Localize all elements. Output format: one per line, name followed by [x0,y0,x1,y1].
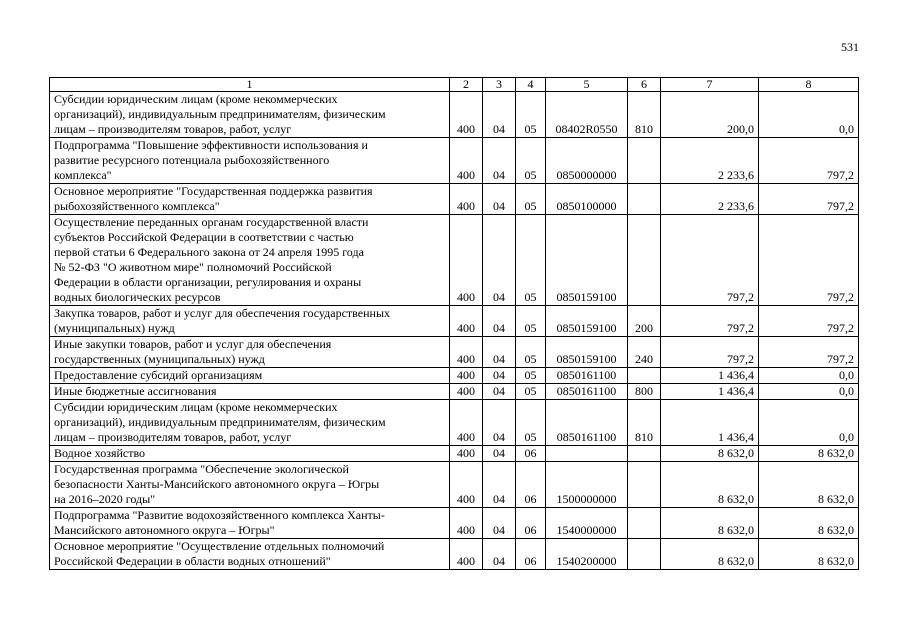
cell-c5: 08402R0550 [546,92,628,138]
header-cell: 6 [628,78,661,92]
row-name-line: Иные бюджетные ассигнования [54,384,217,398]
cell-c2: 400 [450,508,483,539]
table-row [50,539,859,570]
row-name-cell [50,400,450,446]
header-cell: 8 [759,78,859,92]
cell-c4: 06 [516,446,546,462]
cell-c7: 8 632,0 [661,539,759,570]
cell-c2: 400 [450,92,483,138]
cell-c7: 8 632,0 [661,446,759,462]
cell-c8: 797,2 [759,184,859,215]
cell-c6: 800 [628,384,661,400]
row-name-line: развитие ресурсного потенциала рыбохозяйственного [54,153,330,167]
cell-c2: 400 [450,138,483,184]
cell-c8: 797,2 [759,215,859,306]
row-name-line: Мансийского автономного округа – Югры" [54,523,275,537]
row-name-line: (муниципальных) нужд [54,321,175,335]
table-row [50,215,859,306]
cell-c6 [628,508,661,539]
row-name-cell [50,462,450,508]
row-name-cell [50,306,450,337]
cell-c7: 8 632,0 [661,508,759,539]
table-row [50,184,859,215]
cell-c4: 06 [516,539,546,570]
table-row [50,306,859,337]
row-name-line: Подпрограмма "Повышение эффективности использования и [54,138,368,152]
cell-c4: 05 [516,184,546,215]
cell-c2: 400 [450,368,483,384]
table-row [50,368,859,384]
cell-c2: 400 [450,446,483,462]
row-name-line: Иные закупки товаров, работ и услуг для обеспечения [54,337,332,351]
row-name-cell [50,446,450,462]
cell-c3: 04 [483,539,516,570]
row-name-line: Закупка товаров, работ и услуг для обеспечения государственных [54,306,391,320]
cell-c3: 04 [483,138,516,184]
row-name-cell [50,92,450,138]
cell-c3: 04 [483,384,516,400]
cell-c4: 06 [516,508,546,539]
row-name-line: Предоставление субсидий организациям [54,368,263,382]
cell-c2: 400 [450,462,483,508]
cell-c8: 0,0 [759,384,859,400]
header-cell: 4 [516,78,546,92]
budget-table [49,77,859,570]
cell-c8: 0,0 [759,92,859,138]
cell-c3: 04 [483,92,516,138]
row-name-line: Подпрограмма "Развитие водохозяйственного комплекса Ханты- [54,508,385,522]
cell-c5: 0850159100 [546,306,628,337]
cell-c3: 04 [483,306,516,337]
row-name-line: первой статьи 6 Федерального закона от 24 апреля 1995 года [54,245,364,259]
header-cell: 2 [450,78,483,92]
row-name-line: Основное мероприятие "Осуществление отдельных полномочий [54,539,385,553]
cell-c8: 0,0 [759,368,859,384]
cell-c6: 200 [628,306,661,337]
row-name-line: комплекса" [54,168,112,182]
cell-c7: 797,2 [661,306,759,337]
table-row [50,400,859,446]
cell-c5: 1540000000 [546,508,628,539]
table-row [50,92,859,138]
header-cell: 7 [661,78,759,92]
row-name-line: рыбохозяйственного комплекса" [54,199,220,213]
cell-c7: 8 632,0 [661,462,759,508]
cell-c8: 797,2 [759,337,859,368]
table-row [50,462,859,508]
cell-c7: 797,2 [661,215,759,306]
cell-c8: 8 632,0 [759,539,859,570]
cell-c3: 04 [483,368,516,384]
row-name-line: № 52-ФЗ "О животном мире" полномочий Российской [54,260,332,274]
cell-c4: 05 [516,337,546,368]
row-name-cell [50,337,450,368]
cell-c8: 797,2 [759,138,859,184]
row-name-line: организаций), индивидуальным предпринимателям, физическим [54,415,386,429]
cell-c7: 1 436,4 [661,384,759,400]
cell-c5: 0850161100 [546,400,628,446]
cell-c6: 810 [628,92,661,138]
cell-c7: 1 436,4 [661,400,759,446]
cell-c6 [628,462,661,508]
cell-c3: 04 [483,184,516,215]
cell-c6 [628,368,661,384]
cell-c7: 1 436,4 [661,368,759,384]
cell-c8: 8 632,0 [759,462,859,508]
cell-c3: 04 [483,215,516,306]
row-name-line: организаций), индивидуальным предпринимателям, физическим [54,107,386,121]
cell-c2: 400 [450,215,483,306]
table-row [50,337,859,368]
cell-c6 [628,138,661,184]
cell-c4: 05 [516,368,546,384]
row-name-line: государственных (муниципальных) нужд [54,352,265,366]
table-row [50,446,859,462]
row-name-cell [50,508,450,539]
cell-c6 [628,184,661,215]
cell-c3: 04 [483,508,516,539]
cell-c2: 400 [450,337,483,368]
cell-c4: 05 [516,92,546,138]
cell-c4: 05 [516,384,546,400]
cell-c3: 04 [483,462,516,508]
cell-c5: 1540200000 [546,539,628,570]
cell-c2: 400 [450,539,483,570]
row-name-cell [50,384,450,400]
cell-c5: 0850100000 [546,184,628,215]
cell-c2: 400 [450,384,483,400]
row-name-line: Субсидии юридическим лицам (кроме некоммерческих [54,400,338,414]
header-cell: 5 [546,78,628,92]
cell-c3: 04 [483,400,516,446]
header-cell: 3 [483,78,516,92]
table-row [50,384,859,400]
cell-c4: 06 [516,462,546,508]
cell-c4: 05 [516,138,546,184]
cell-c5: 0850161100 [546,384,628,400]
row-name-line: Российской Федерации в области водных отношений" [54,554,331,568]
row-name-line: лицам – производителям товаров, работ, услуг [54,122,292,136]
page-number: 531 [841,40,859,54]
cell-c5: 0850159100 [546,337,628,368]
cell-c7: 2 233,6 [661,184,759,215]
row-name-cell [50,184,450,215]
cell-c4: 05 [516,215,546,306]
row-name-line: субъектов Российской Федерации в соответствии с частью [54,230,354,244]
cell-c4: 05 [516,306,546,337]
cell-c2: 400 [450,306,483,337]
cell-c6: 810 [628,400,661,446]
row-name-line: водных биологических ресурсов [54,290,221,304]
cell-c8: 0,0 [759,400,859,446]
cell-c7: 797,2 [661,337,759,368]
cell-c5 [546,446,628,462]
cell-c8: 8 632,0 [759,446,859,462]
cell-c8: 8 632,0 [759,508,859,539]
row-name-cell [50,138,450,184]
row-name-line: безопасности Ханты-Мансийского автономного округа – Югры [54,477,380,491]
cell-c6 [628,539,661,570]
cell-c6 [628,215,661,306]
row-name-cell [50,215,450,306]
row-name-line: Федерации в области организации, регулирования и охраны [54,275,362,289]
cell-c7: 200,0 [661,92,759,138]
cell-c5: 0850000000 [546,138,628,184]
cell-c4: 05 [516,400,546,446]
row-name-line: лицам – производителям товаров, работ, услуг [54,430,292,444]
row-name-cell [50,368,450,384]
cell-c8: 797,2 [759,306,859,337]
cell-c5: 1500000000 [546,462,628,508]
table-row [50,138,859,184]
cell-c6: 240 [628,337,661,368]
row-name-line: на 2016–2020 годы" [54,492,156,506]
row-name-line: Основное мероприятие "Государственная поддержка развития [54,184,373,198]
cell-c5: 0850159100 [546,215,628,306]
table-row [50,508,859,539]
row-name-line: Водное хозяйство [54,446,146,460]
cell-c3: 04 [483,446,516,462]
row-name-line: Государственная программа "Обеспечение экологической [54,462,349,476]
cell-c7: 2 233,6 [661,138,759,184]
cell-c5: 0850161100 [546,368,628,384]
row-name-line: Осуществление переданных органам государственной власти [54,215,369,229]
row-name-cell [50,539,450,570]
cell-c2: 400 [450,400,483,446]
header-cell: 1 [50,78,450,92]
header-row [50,78,859,92]
cell-c2: 400 [450,184,483,215]
cell-c6 [628,446,661,462]
row-name-line: Субсидии юридическим лицам (кроме некоммерческих [54,92,338,106]
cell-c3: 04 [483,337,516,368]
